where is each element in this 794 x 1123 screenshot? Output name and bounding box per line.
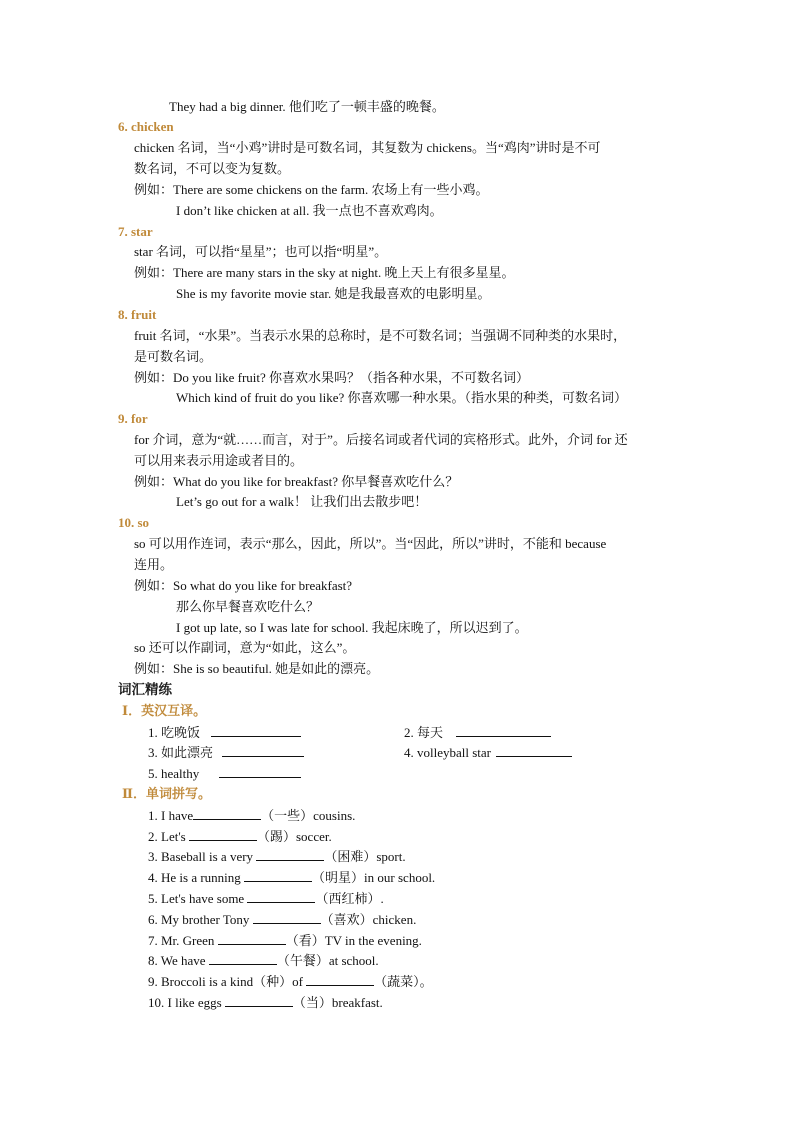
answer-blank[interactable] <box>193 805 261 820</box>
entry-text-line: star 名词，可以指“星星”；也可以指“明星”。 <box>134 244 388 259</box>
item-prefix: 3. Baseball is a very <box>148 849 254 864</box>
entry-text-line: 连用。 <box>134 557 174 572</box>
answer-blank[interactable] <box>247 888 315 903</box>
example-line: 例如：Do you like fruit? 你喜欢水果吗？（指各种水果，不可数名词） <box>134 370 530 385</box>
entry-heading-so: 10. so <box>118 515 150 530</box>
intro-sentence: They had a big dinner. 他们吃了一顿丰盛的晚餐。 <box>169 99 445 114</box>
translate-item <box>148 722 301 743</box>
example-line: 那么你早餐喜欢吃什么？ <box>176 599 320 614</box>
item-suffix: （午餐）at school. <box>276 953 379 968</box>
item-text: 5. healthy <box>148 766 200 781</box>
translate-item <box>148 763 301 784</box>
item-text: 4. volleyball star <box>404 745 492 760</box>
item-prefix: 10. I like eggs <box>148 995 222 1010</box>
item-text: 2. 每天 <box>404 725 444 740</box>
entry-text-line: fruit 名词，“水果”。当表示水果的总称时，是不可数名词；当强调不同种类的水果时， <box>134 328 627 343</box>
answer-blank[interactable] <box>219 763 301 778</box>
item-prefix: 1. I have <box>148 808 194 823</box>
example-line: I got up late, so I was late for school. 我起床晚了，所以迟到了。 <box>176 620 528 635</box>
translate-item <box>148 742 304 763</box>
entry-heading-fruit: 8. fruit <box>118 307 157 322</box>
example-line: Let’s go out for a walk！ 让我们出去散步吧！ <box>176 494 428 509</box>
answer-blank[interactable] <box>218 930 286 945</box>
answer-blank[interactable] <box>256 846 324 861</box>
item-text: 1. 吃晚饭 <box>148 725 201 740</box>
spelling-item <box>148 826 332 847</box>
entry-text-line: so 还可以作副词，意为“如此，这么”。 <box>134 640 356 655</box>
item-suffix: （喜欢）chicken. <box>320 912 417 927</box>
part2-title: Ⅱ．单词拼写。 <box>122 786 211 801</box>
spelling-item <box>148 867 435 888</box>
answer-blank[interactable] <box>225 992 293 1007</box>
entry-heading-chicken: 6. chicken <box>118 119 174 134</box>
example-line: 例如：She is so beautiful. 她是如此的漂亮。 <box>134 661 380 676</box>
answer-blank[interactable] <box>222 742 304 757</box>
item-prefix: 9. Broccoli is a kind（种）of <box>148 974 303 989</box>
example-line: Which kind of fruit do you like? 你喜欢哪一种水果。（指水果的种类，可数名词） <box>176 390 627 405</box>
spelling-item <box>148 950 379 971</box>
translate-item <box>404 722 551 743</box>
answer-blank[interactable] <box>496 742 572 757</box>
example-line: I don’t like chicken at all. 我一点也不喜欢鸡肉。 <box>176 203 443 218</box>
entry-text-line: for 介词，意为“就……而言，对于”。后接名词或者代词的宾格形式。此外，介词 for 还 <box>134 432 628 447</box>
entry-text-line: so 可以用作连词，表示“那么，因此，所以”。当“因此，所以”讲时，不能和 because <box>134 536 607 551</box>
answer-blank[interactable] <box>306 971 374 986</box>
entry-heading-for: 9. for <box>118 411 148 426</box>
spelling-item <box>148 930 422 951</box>
entry-text-line: 可以用来表示用途或者目的。 <box>134 453 304 468</box>
part1-title: Ⅰ．英汉互译。 <box>122 703 207 718</box>
item-suffix: （踢）soccer. <box>256 829 332 844</box>
item-prefix: 7. Mr. Green <box>148 933 215 948</box>
spelling-item <box>148 888 384 909</box>
answer-blank[interactable] <box>244 867 312 882</box>
entry-text-line: 是可数名词。 <box>134 349 213 364</box>
item-prefix: 6. My brother Tony <box>148 912 250 927</box>
example-line: 例如：What do you like for breakfast? 你早餐喜欢吃什么？ <box>134 474 459 489</box>
item-prefix: 4. He is a running <box>148 870 241 885</box>
item-suffix: （蔬菜）。 <box>374 974 433 989</box>
item-suffix: （困难）sport. <box>324 849 406 864</box>
item-suffix: （明星）in our school. <box>312 870 436 885</box>
translate-item <box>404 742 572 763</box>
spelling-item <box>148 909 416 930</box>
answer-blank[interactable] <box>209 950 277 965</box>
spelling-item <box>148 992 383 1013</box>
answer-blank[interactable] <box>189 826 257 841</box>
answer-blank[interactable] <box>456 722 551 737</box>
item-prefix: 5. Let's have some <box>148 891 245 906</box>
item-prefix: 2. Let's <box>148 829 186 844</box>
spelling-item <box>148 805 355 826</box>
example-line: She is my favorite movie star. 她是我最喜欢的电影明星。 <box>176 286 491 301</box>
item-text: 3. 如此漂亮 <box>148 745 214 760</box>
item-suffix: （西红柿）. <box>315 891 384 906</box>
spelling-item <box>148 846 406 867</box>
answer-blank[interactable] <box>211 722 301 737</box>
example-line: 例如：So what do you like for breakfast? <box>134 578 353 593</box>
example-line: 例如：There are many stars in the sky at night. 晚上天上有很多星星。 <box>134 265 515 280</box>
item-prefix: 8. We have <box>148 953 206 968</box>
entry-text-line: 数名词，不可以变为复数。 <box>134 161 291 176</box>
item-suffix: （当）breakfast. <box>292 995 383 1010</box>
entry-text-line: chicken 名词，当“小鸡”讲时是可数名词，其复数为 chickens。当“鸡肉”讲时是不可 <box>134 140 601 155</box>
example-line: 例如：There are some chickens on the farm. 农场上有一些小鸡。 <box>134 182 489 197</box>
practice-title: 词汇精练 <box>118 682 172 697</box>
item-suffix: （一些）cousins. <box>261 808 356 823</box>
answer-blank[interactable] <box>253 909 321 924</box>
entry-heading-star: 7. star <box>118 224 153 239</box>
item-suffix: （看）TV in the evening. <box>285 933 422 948</box>
spelling-item <box>148 971 433 992</box>
